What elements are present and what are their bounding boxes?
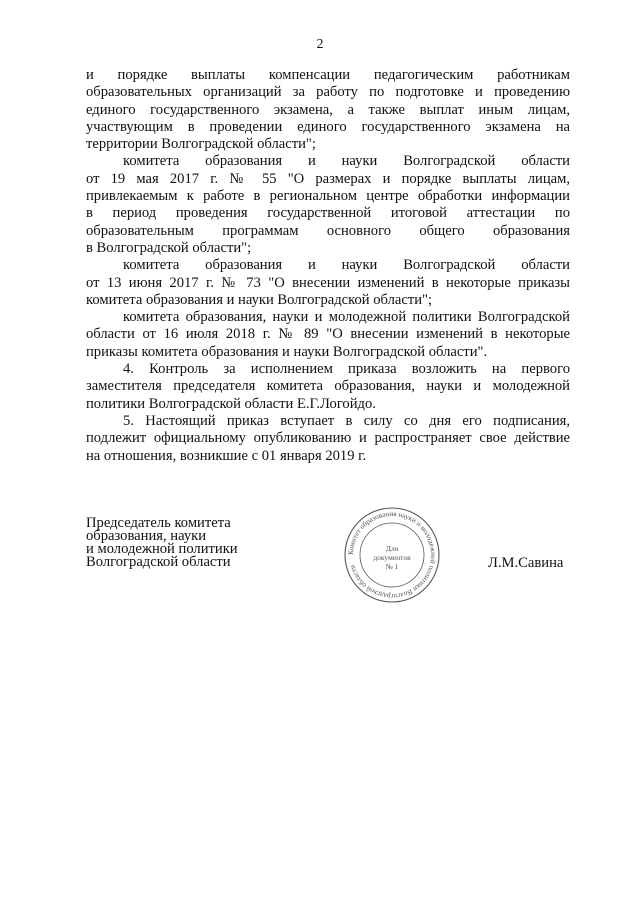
official-seal-icon bbox=[342, 505, 442, 605]
paragraph-line: заместителя председателя комитета образования, науки и молодежной bbox=[86, 378, 570, 395]
paragraph-line: в период проведения государственной итоговой аттестации по bbox=[86, 205, 570, 222]
paragraph-line: приказы комитета образования и науки Волгоградской области". bbox=[86, 343, 488, 360]
paragraph-line: образовательным программам основного общего образования bbox=[86, 222, 570, 239]
paragraph-line: единого государственного экзамена, а также выплат иным лицам, bbox=[86, 101, 570, 118]
signer-name: Л.М.Савина bbox=[488, 555, 564, 571]
paragraph-line: участвующим в проведении единого государственного экзамена на bbox=[86, 118, 570, 135]
page-number: 2 bbox=[316, 37, 324, 52]
paragraph-line: в Волгоградской области"; bbox=[86, 239, 252, 256]
paragraph-line: на отношения, возникшие с 01 января 2019 г. bbox=[86, 447, 367, 464]
paragraph-line: комитета образования и науки Волгоградской области bbox=[123, 153, 570, 170]
paragraph-line: 5. Настоящий приказ вступает в силу со дня его подписания, bbox=[123, 412, 570, 429]
seal-ring-text: Комитет образования науки и молодежной политики Волгоградской области bbox=[346, 509, 438, 601]
paragraph-line: комитета образования и науки Волгоградской области bbox=[123, 257, 570, 274]
signer-position-line: Волгоградской области bbox=[86, 554, 231, 570]
paragraph-line: от 19 мая 2017 г. № 55 "О размерах и порядке выплаты лицам, bbox=[86, 170, 570, 187]
paragraph-line: подлежит официальному опубликованию и распространяет свое действие bbox=[86, 430, 570, 447]
paragraph-line: комитета образования, науки и молодежной политики Волгоградской bbox=[123, 309, 570, 326]
paragraph-line: привлекаемым к работе в региональном центре обработки информации bbox=[86, 188, 570, 205]
signer-position-line: образования, науки bbox=[86, 528, 207, 544]
paragraph-line: 4. Контроль за исполнением приказа возложить на первого bbox=[123, 361, 570, 378]
paragraph-line: комитета образования и науки Волгоградской области"; bbox=[86, 291, 433, 308]
signature-block bbox=[86, 509, 570, 637]
document-body bbox=[86, 67, 570, 465]
signer-position bbox=[86, 517, 238, 569]
paragraph-line: от 13 июня 2017 г. № 73 "О внесении изменений в некоторые приказы bbox=[86, 274, 570, 291]
paragraph-line: образовательных организаций за работу по подготовке и проведению bbox=[86, 84, 570, 101]
paragraph-line: территории Волгоградской области"; bbox=[86, 136, 316, 153]
seal-center-line: № 1 bbox=[385, 562, 399, 571]
seal-center-line: документов bbox=[373, 553, 411, 562]
signer-position-line: Председатель комитета bbox=[86, 515, 231, 531]
paragraph-line: и порядке выплаты компенсации педагогическим работникам bbox=[86, 67, 570, 83]
seal-center-line: Для bbox=[385, 544, 399, 553]
paragraph-line: области от 16 июля 2018 г. № 89 "О внесении изменений в некоторые bbox=[86, 326, 570, 343]
signer-position-line: и молодежной политики bbox=[86, 541, 238, 557]
paragraph-line: политики Волгоградской области Е.Г.Логойдо. bbox=[86, 395, 376, 412]
